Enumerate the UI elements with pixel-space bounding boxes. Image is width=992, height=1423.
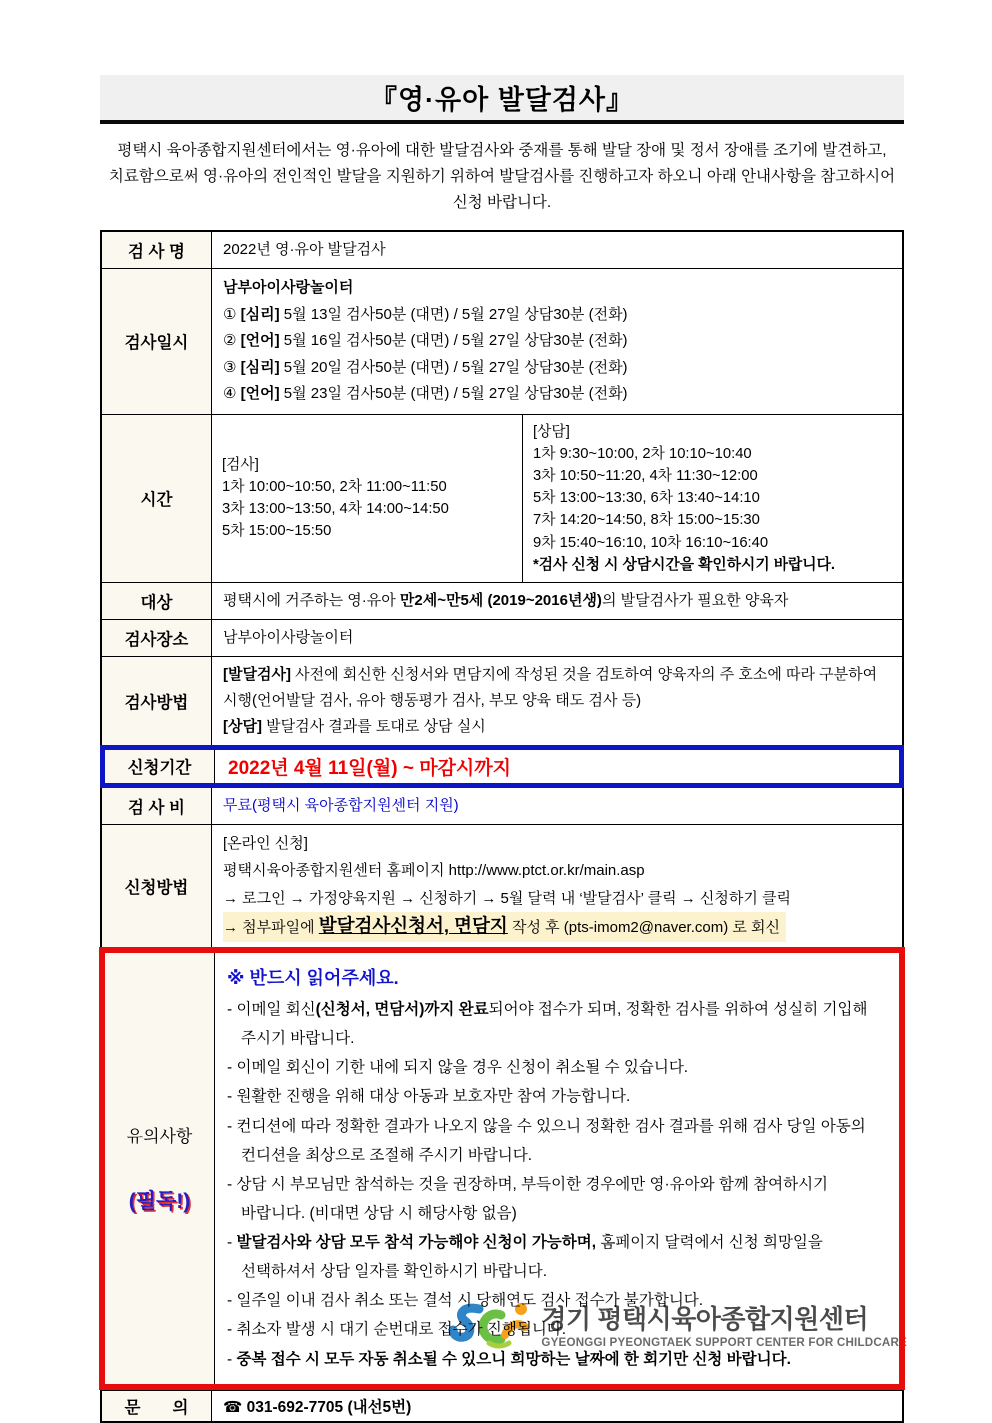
schedule-item [223,355,891,382]
schedule-item-number: ③ [223,358,237,376]
time-counsel-column [522,415,902,582]
info-table [100,230,904,1423]
apply-attachment-names: 발달검사신청서, 면담지 [318,915,508,937]
apply-method-value-cell [212,825,902,947]
method-line1: [발달검사] 사전에 회신한 신청서와 면담지에 작성된 것을 검토하여 양육자의 주 호소에 따라 구분하여 시행(언어발달 검사, 유아 행동평가 검사, 부모 양육 태도 검사 등) [223,665,878,709]
apply-highlighted-text: → 첨부파일에 발달검사신청서, 면담지 작성 후 (pts-imom2@naver.com) 로 회신 [223,912,786,942]
schedule-item-number: ② [223,332,237,350]
time-value-cell [212,415,902,582]
schedule-item [223,328,891,355]
schedule-item-number: ① [223,305,237,323]
apply-line1: [온라인 신청] [223,834,308,852]
exam-name-value: 2022년 영·유아 발달검사 [223,241,386,259]
apply-period-value: 2022년 4월 11일(월) ~ 마감시까지 [228,757,511,779]
schedule-item-number: ④ [223,385,237,403]
schedule-item-text: 5월 13일 검사50분 (대면) / 5월 27일 상담30분 (전화) [279,305,628,323]
document-title-bar [100,75,904,124]
table-row-fee [102,788,902,824]
table-row-apply-period [100,745,904,788]
time-counsel-line: 5차 13:00~13:30, 6차 13:40~14:10 [533,490,760,507]
notice-item: - 일주일 이내 검사 취소 또는 결석 시 당해연도 검사 접수가 불가합니다. [227,1292,704,1310]
method-line2: [상담] 발달검사 결과를 토대로 상담 실시 [223,717,486,735]
notice-item: - 컨디션에 따라 정확한 결과가 나오지 않을 수 있으니 정확한 검사 결과를 위해 검사 당일 아동의 컨디션을 최상으로 조절해 주시기 바랍니다. [227,1117,866,1164]
method-value-cell [212,657,902,745]
notice-item: - 이메일 회신(신청서, 면담서)까지 완료되어야 접수가 되며, 정확한 검사를 위하여 성실히 기입해 주시기 바랍니다. [227,1001,868,1048]
org-name-korean: 경기 평택시육아종합지원센터 [541,1304,869,1334]
time-exam-header: [검사] [222,456,259,473]
schedule-value-cell [212,269,902,414]
time-exam-line: 5차 15:00~15:50 [222,523,332,540]
place-value: 남부아이사랑놀이터 [223,628,354,646]
row-label-schedule: 검사일시 [102,269,212,414]
contact-phone: ☎ 031-692-7705 (내선5번) [223,1398,412,1416]
exam-name-value-cell [212,232,902,268]
document-content [100,75,904,1423]
org-name-english: GYEONGGI PYEONGTAEK SUPPORT CENTER FOR CHILDCARE [541,1336,907,1349]
schedule-item-type: [심리] [240,305,280,323]
apply-period-value-cell [215,750,899,783]
notice-item: - 취소자 발생 시 대기 순번대로 접수가 진행됩니다. [227,1321,567,1339]
row-label-place: 검사장소 [102,620,212,656]
table-row-schedule [102,268,902,414]
notice-item: - 원활한 진행을 위해 대상 아동과 보호자만 참여 가능합니다. [227,1088,631,1106]
row-label-fee: 검 사 비 [102,788,212,824]
schedule-item-type: [언어] [240,332,280,350]
notice-value-cell [215,953,899,1384]
target-value-cell [212,583,902,619]
apply-line2: 평택시육아종합지원센터 홈페이지 http://www.ptct.or.kr/main.asp [223,862,645,880]
time-counsel-line: 7차 14:20~14:50, 8차 15:00~15:30 [533,512,760,529]
notice-item: - 중복 접수 시 모두 자동 취소될 수 있으니 희망하는 날짜에 한 회기만 신청 바랍니다. [227,1350,791,1368]
schedule-item-type: [언어] [240,385,280,403]
time-counsel-line: 3차 10:50~11:20, 4차 11:30~12:00 [533,467,758,484]
table-row-notice [99,947,905,1390]
intro-paragraph: 평택시 육아종합지원센터에서는 영·유아에 대한 발달검사와 중재를 통해 발달 장애 및 정서 장애를 조기에 발견하고, 치료함으로써 영·유아의 전인적인 발달을 지원하기 위하여 발달검사를 진행하고자 하오니 아래 안내사항을 참고하시어 신청 바랍니다. [108,142,896,212]
notice-item: - 발달검사와 상담 모두 참석 가능해야 신청이 가능하며, 홈페이지 달력에서 신청 희망일을 선택하셔서 상담 일자를 확인하시기 바랍니다. [227,1234,823,1281]
notice-item: - 상담 시 부모님만 참석하는 것을 권장하며, 부득이한 경우에만 영·유아와 함께 참여하시기 바랍니다. (비대면 상담 시 해당사항 없음) [227,1175,829,1222]
time-counsel-header: [상담] [533,423,570,440]
schedule-item-text: 5월 16일 검사50분 (대면) / 5월 27일 상담30분 (전화) [279,332,628,350]
contact-value-cell [212,1391,902,1421]
table-row-method [102,656,902,745]
apply-line3: → 로그인 → 가정양육지원 → 신청하기 → 5월 달력 내 ‘발달검사’ 클릭 → 신청하기 클릭 [223,889,792,907]
fee-value: 무료(평택시 육아종합지원센터 지원) [223,796,459,814]
schedule-item-text: 5월 20일 검사50분 (대면) / 5월 27일 상담30분 (전화) [279,358,628,376]
notice-label: 유의사항 [126,1126,193,1146]
target-value: 평택시에 거주하는 영·유아 만2세~만5세 (2019~2016년생)의 발달검사가 필요한 양육자 [223,591,789,609]
apply-line4 [223,912,891,942]
row-label-method: 검사방법 [102,657,212,745]
row-label-contact: 문 의 [102,1391,212,1421]
place-value-cell [212,620,902,656]
notice-item: - 이메일 회신이 기한 내에 되지 않을 경우 신청이 취소될 수 있습니다. [227,1059,689,1077]
table-row-time [102,414,902,582]
row-label-exam-name: 검 사 명 [102,232,212,268]
time-exam-column [212,415,522,582]
table-row-target [102,582,902,619]
fee-value-cell [212,788,902,824]
row-label-time: 시간 [102,415,212,582]
table-row-contact [102,1390,902,1421]
notice-heading: ※ 반드시 읽어주세요. [227,967,399,988]
time-counsel-line: 9차 15:40~16:10, 10차 16:10~16:40 [533,534,769,551]
time-counsel-line: 1차 9:30~10:00, 2차 10:10~10:40 [533,445,752,462]
schedule-item-text: 5월 23일 검사50분 (대면) / 5월 27일 상담30분 (전화) [279,385,628,403]
schedule-item-type: [심리] [240,358,280,376]
time-exam-line: 3차 13:00~13:50, 4차 14:00~14:50 [222,501,449,518]
row-label-apply-period: 신청기간 [105,750,215,783]
table-row-place [102,619,902,656]
schedule-item [223,381,891,408]
table-row-exam-name [102,232,902,268]
time-note: *검사 신청 시 상담시간을 확인하시기 바랍니다. [533,556,836,573]
row-label-apply-method: 신청방법 [102,825,212,947]
row-label-target: 대상 [102,583,212,619]
table-row-apply-method [102,824,902,947]
schedule-place: 남부아이사랑놀이터 [223,279,354,297]
row-label-notice [105,953,215,1384]
schedule-item [223,302,891,329]
document-title: 『영·유아 발달검사』 [369,85,635,115]
time-exam-line: 1차 10:00~10:50, 2차 11:00~11:50 [222,479,447,496]
notice-label-must-read: (필독!) [128,1189,191,1213]
